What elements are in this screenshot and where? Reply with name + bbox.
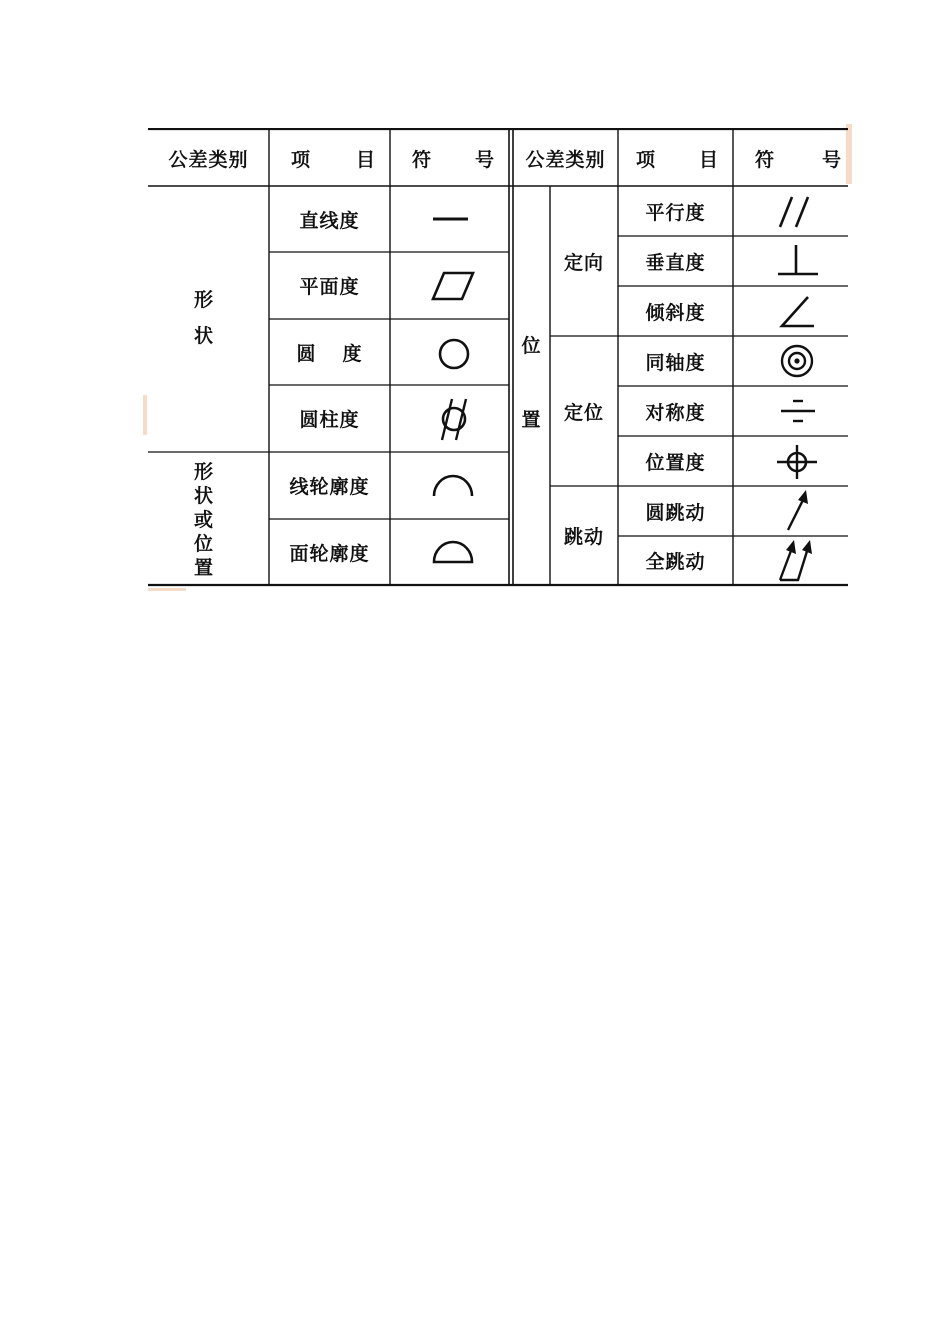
line-profile-icon [430, 468, 476, 498]
category-position-char: 位 [521, 335, 542, 357]
flatness-icon [430, 270, 476, 302]
category-char: 或 [193, 509, 214, 531]
circular-runout-icon [782, 488, 814, 534]
header-item-char-2: 目 [355, 148, 376, 171]
group-location [550, 336, 618, 486]
table-row-item [269, 452, 390, 519]
table-row-item [269, 519, 390, 585]
table-row-item [618, 536, 733, 585]
category-shape [148, 278, 260, 358]
group-runout [550, 486, 618, 585]
category-char: 位 [193, 533, 214, 555]
item-label-circular-runout: 圆跳动 [645, 501, 706, 524]
category-position [513, 318, 550, 448]
category-shape-char: 形 [193, 289, 214, 311]
header-item-right [618, 130, 733, 186]
category-char: 置 [193, 557, 214, 579]
table-row-item [618, 386, 733, 436]
category-shape-or-position [148, 458, 260, 582]
item-label-concentricity: 同轴度 [645, 351, 706, 374]
category-shape-char: 状 [193, 325, 214, 347]
header-item-char-1: 项 [291, 148, 312, 171]
header-item-char-2: 目 [698, 148, 719, 171]
header-category-label: 公差类别 [525, 148, 606, 171]
item-label-angularity: 倾斜度 [645, 301, 706, 324]
header-symbol-left [390, 130, 509, 186]
item-label-cylindricity: 圆柱度 [299, 409, 360, 431]
header-category-label: 公差类别 [168, 148, 249, 171]
table-row-item [618, 436, 733, 486]
group-label: 定位 [563, 401, 604, 424]
header-symbol-char-2: 号 [474, 148, 495, 171]
table-row-item [269, 385, 390, 452]
item-label-straightness: 直线度 [299, 209, 360, 232]
scan-edge-left [143, 395, 147, 435]
table-row-item [269, 319, 390, 385]
tolerance-symbol-table [148, 128, 848, 588]
angularity-icon [776, 294, 818, 330]
header-category-right [513, 130, 618, 186]
group-orientation [550, 186, 618, 336]
position-icon [774, 442, 820, 482]
header-item-left [269, 130, 390, 186]
table-row-item [618, 336, 733, 386]
header-symbol-char-2: 号 [821, 148, 842, 171]
category-char: 状 [193, 485, 214, 507]
table-row-item [618, 486, 733, 536]
surface-profile-icon [430, 536, 476, 566]
header-item-char-1: 项 [636, 148, 657, 171]
symmetry-icon [778, 396, 818, 428]
item-label-perpendicularity: 垂直度 [645, 251, 706, 274]
circularity-icon [436, 336, 472, 372]
item-label-flatness: 平面度 [299, 276, 360, 298]
concentricity-icon [778, 342, 816, 380]
table-row-item [618, 186, 733, 236]
item-label-circularity-1: 圆 [296, 342, 317, 365]
group-label: 定向 [563, 251, 604, 274]
total-runout-icon [776, 538, 820, 584]
cylindricity-icon [432, 396, 476, 442]
group-label: 跳动 [563, 526, 604, 548]
item-label-surface-profile: 面轮廓度 [289, 542, 370, 565]
item-label-circularity-2: 度 [342, 342, 363, 365]
category-char: 形 [193, 461, 214, 483]
table-row-item [269, 252, 390, 319]
item-label-line-profile: 线轮廓度 [289, 476, 370, 498]
header-symbol-char-1: 符 [755, 148, 776, 171]
item-label-total-runout: 全跳动 [645, 551, 706, 573]
perpendicularity-icon [776, 242, 820, 278]
category-position-char: 置 [521, 409, 542, 431]
item-label-parallelism: 平行度 [645, 201, 706, 224]
header-symbol-right [733, 130, 848, 186]
table-row-item [269, 186, 390, 252]
header-symbol-char-1: 符 [412, 148, 433, 171]
table-row-item [618, 236, 733, 286]
straightness-icon [430, 206, 472, 232]
table-row-item [618, 286, 733, 336]
header-category-left [148, 130, 269, 186]
item-label-position: 位置度 [645, 451, 706, 474]
scan-edge-bottom [148, 588, 186, 591]
parallelism-icon [776, 194, 816, 230]
item-label-symmetry: 对称度 [645, 401, 706, 424]
